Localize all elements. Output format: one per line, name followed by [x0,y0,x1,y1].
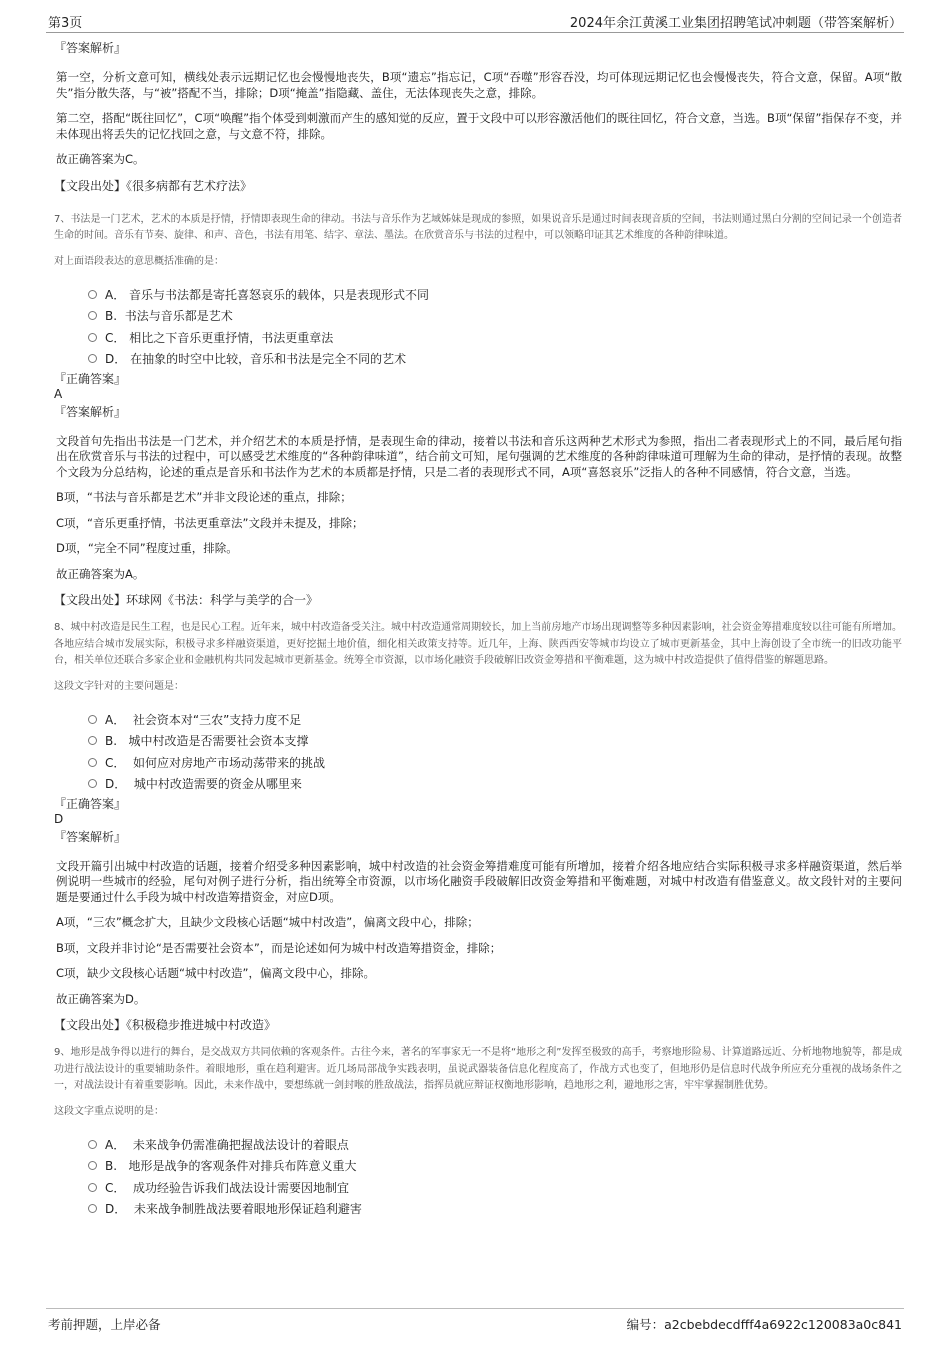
option-key: B. [105,734,118,748]
option-text: 书法与音乐都是艺术 [124,309,233,323]
page-footer [46,1308,904,1339]
radio-icon[interactable] [88,354,97,363]
option-b[interactable] [88,1156,902,1178]
analysis-paragraph: 第二空，搭配“既往回忆”，C项“唤醒”指个体受到刺激而产生的感知觉的反应，置于文段中可以形容激活他们的既往回忆，符合文意，当选。B项“保留”指保存不变，并未体现出将丢失的记忆找回之意，与文意不符，排除。 [56,111,902,141]
analysis-paragraph: 文段开篇引出城中村改造的话题，接着介绍受多种因素影响，城中村改造的社会资金筹措难度可能有所增加，接着介绍各地应结合实际积极寻求多样融资渠道，然后举例说明一些城市的经验，尾句对例子进行分析，指出统筹全市资源，以市场化融资手段破解旧改资金筹措和平衡难题，对城中村改造有借鉴意义。故文段针对的主要问题是要通过什么手段为城中村改造筹措资金，对应D项。 [56,858,902,904]
option-key: C． [105,330,126,345]
analysis-paragraph: B项，文段并非讨论“是否需要社会资本”，而是论述如何为城中村改造筹措资金，排除； [56,940,502,955]
option-text: 未来战争仍需准确把握战法设计的着眼点 [132,1137,349,1152]
analysis-paragraph: 文段首句先指出书法是一门艺术，并介绍艺术的本质是抒情，是表现生命的律动，接着以书法和音乐这两种艺术形式为参照，指出二者表现形式上的不同，最后尾句指出在欣赏音乐与书法的过程中，可以感受艺术维度的“各种韵律味道”，结合前文可知，尾句强调的艺术维度的各种韵律味道可理解为生命的律动，是抒情的表现。故整个文段为分总结构，论述的重点是音乐和书法作为艺术的本质都是抒情，只是二者的表现形式不同，A项“喜怒哀乐”泛指人的各种不同感情，符合文意，当选。 [56,433,902,479]
options-list [88,285,902,371]
option-a[interactable] [88,1135,902,1157]
analysis-paragraph: A项，“三农”概念扩大，且缺少文段核心话题“城中村改造”，偏离文段中心，排除； [56,915,479,929]
radio-icon[interactable] [88,290,97,299]
option-c[interactable] [88,328,902,350]
footer-slogan: 考前押题，上岸必备 [48,1317,161,1332]
option-text: 城中村改造需要的资金从哪里来 [133,777,302,791]
radio-icon[interactable] [88,333,97,342]
option-d[interactable] [88,349,902,371]
question-stem: 对上面语段表达的意思概括准确的是： [54,255,224,267]
option-key: D． [105,352,127,366]
analysis-paragraph: B项，“书法与音乐都是艺术”并非文段论述的重点，排除； [56,490,352,504]
q6-analysis [54,40,902,194]
analysis-label: 『答案解析』 [54,829,127,844]
option-key: C． [105,755,126,770]
options-list [88,1135,902,1221]
option-key: A． [105,1137,126,1152]
option-c[interactable] [88,1178,902,1200]
radio-icon[interactable] [88,1183,97,1192]
correct-answer-label: 『正确答案』 [54,796,127,811]
analysis-paragraph: C项，“音乐更重抒情，书法更重章法”文段并未提及，排除； [56,515,364,530]
option-key: A． [105,712,126,727]
question-text: 9、地形是战争得以进行的舞台，是交战双方共同依赖的客观条件。古往今来，著名的军事家无一不是将“地形之利”发挥至极致的高手，考察地形险易、计算道路远近、分析地物地貌等，都是成功进行战法设计的重要辅助条件。着眼地形，重在趋利避害。近几场局部战争实践表明，虽说武器装备信息化程度高了，作战方式也变了，但地形仍是信息时代战争所应充分重视的战场条件之一，对战法设计有着重要影响。因此，未来作战中，要想练就一剑封喉的胜敌战法，指挥员就应辩证权衡地形影响，趋地形之利，避地形之害，牢牢掌握制胜优势。 [54,1047,902,1091]
page-header [46,10,904,33]
analysis-paragraph: C项，缺少文段核心话题“城中村改造”，偏离文段中心，排除。 [56,966,375,980]
analysis-paragraph: 第一空，分析文意可知，横线处表示远期记忆也会慢慢地丧失，B项“遗忘”指忘记，C项“吞噬”形容吞没，均可体现远期记忆也会慢慢丧失，符合文意，保留。A项“散失”指分散失落，与“被”搭配不当，排除；D项“掩盖”指隐藏、盖住，无法体现丧失之意，排除。 [56,70,902,100]
analysis-paragraph: 故正确答案为C。 [56,152,145,166]
question-stem: 这段文字重点说明的是： [54,1105,164,1117]
option-a[interactable] [88,285,902,307]
radio-icon[interactable] [88,715,97,724]
radio-icon[interactable] [88,1204,97,1213]
option-text: 如何应对房地产市场动荡带来的挑战 [133,755,326,770]
option-text: 成功经验告诉我们战法设计需要因地制宜 [133,1180,350,1195]
radio-icon[interactable] [88,1140,97,1149]
option-text: 相比之下音乐更重抒情，书法更重章法 [129,330,334,345]
option-key: A． [105,287,126,302]
option-key: B. [105,309,118,323]
option-key: D． [105,1202,127,1216]
question-8 [54,620,902,1033]
radio-icon[interactable] [88,736,97,745]
option-text: 城中村改造是否需要社会资本支撑 [128,734,309,748]
question-text: 8、城中村改造是民生工程，也是民心工程。近年来，城中村改造备受关注。城中村改造通常周期较长，加上当前房地产市场出现调整等多种因素影响，社会资金筹措难度较以往可能有所增加。各地应结合城市发展实际，积极寻求多样融资渠道，更好挖掘土地价值，细化相关政策支持等。近几年，上海、陕西西安等城市均设立了城市更新基金，其中上海创设了全市统一的旧改功能平台，相关单位还联合多家企业和金融机构共同发起城市更新基金。统筹全市资源，以市场化融资手段破解旧改资金筹措和平衡难题，这为城中村改造提供了值得借鉴的解题思路。 [54,622,902,666]
question-text: 7、书法是一门艺术，艺术的本质是抒情，抒情即表现生命的律动。书法与音乐作为艺域姊妹是现成的参照，如果说音乐是通过时间表现音质的空间，书法则通过黑白分割的空间记录一个创造者生命的时间。音乐有节奏、旋律、和声、音色，书法有用笔、结字、章法、墨法。在欣赏音乐与书法的过程中，可以领略印证其艺术维度的各种韵律味道。 [54,213,902,241]
radio-icon[interactable] [88,758,97,767]
option-text: 音乐与书法都是寄托喜怒哀乐的载体，只是表现形式不同 [129,287,430,302]
correct-answer-label: 『正确答案』 [54,371,127,386]
correct-answer: D [54,811,64,826]
option-key: D． [105,777,127,791]
option-text: 社会资本对“三农”支持力度不足 [132,712,302,727]
correct-answer: A [54,386,63,401]
option-key: C． [105,1180,126,1195]
option-d[interactable] [88,1199,902,1221]
option-c[interactable] [88,753,902,775]
option-a[interactable] [88,710,902,732]
radio-icon[interactable] [88,311,97,320]
option-text: 未来战争制胜战法要着眼地形保证趋利避害 [133,1202,362,1216]
document-title: 2024年余江黄溪工业集团招聘笔试冲刺题（带答案解析） [569,16,902,31]
option-d[interactable] [88,774,902,796]
question-stem: 这段文字针对的主要问题是： [54,680,184,692]
source-citation: 【文段出处】《积极稳步推进城中村改造》 [54,1018,277,1032]
source-citation: 【文段出处】环球网《书法：科学与美学的合一》 [54,593,319,607]
option-text: 在抽象的时空中比较，音乐和书法是完全不同的艺术 [130,352,407,366]
option-b[interactable] [88,306,902,328]
radio-icon[interactable] [88,779,97,788]
question-7 [54,212,902,609]
radio-icon[interactable] [88,1161,97,1170]
analysis-paragraph: 故正确答案为A。 [56,566,145,581]
analysis-label: 『答案解析』 [54,41,127,55]
page-number: 第3页 [48,16,83,31]
option-b[interactable] [88,731,902,753]
analysis-paragraph: D项，“完全不同”程度过重，排除。 [56,541,238,555]
document-id: 编号：a2cbebdecdfff4a6922c120083a0c841 [626,1317,902,1332]
question-9 [54,1045,902,1221]
options-list [88,710,902,796]
option-text: 地形是战争的客观条件对排兵布阵意义重大 [128,1159,357,1173]
option-key: B. [105,1159,118,1173]
document-body [54,40,902,1221]
source-citation: 【文段出处】《很多病都有艺术疗法》 [54,178,253,193]
analysis-paragraph: 故正确答案为D。 [56,991,146,1006]
analysis-label: 『答案解析』 [54,404,127,419]
